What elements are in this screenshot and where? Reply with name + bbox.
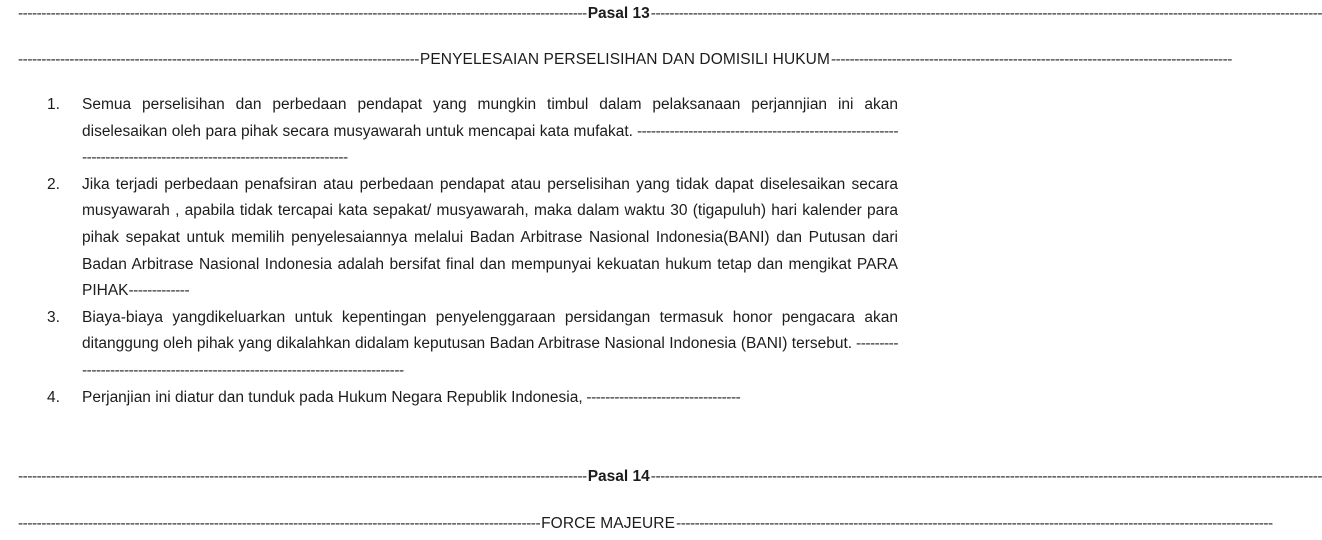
pasal-13-subheading-line: [18, 49, 1232, 71]
dash-fill: ----------------------------------------------------------------------------------------------------------------: [18, 515, 541, 532]
clause-text: Jika terjadi perbedaan penafsiran atau perbedaan pendapat atau perselisihan yang tidak dapat diselesaikan secara musyawarah , apabila tidak tercapai kata sepakat/ musyawarah, maka dalam waktu 30 (tigapuluh) hari kalender para pihak sepakat untuk memilih penyelesaiannya melalui Badan Arbitrase Nasional Indonesia(BANI) dan Putusan dari Badan Arbitrase Nasional Indonesia adalah bersifat final dan mempunyai kekuatan hukum tetap dan mengikat PARA PIHAK: [82, 175, 898, 300]
clause-text: Semua perselisihan dan perbedaan pendapat yang mungkin timbul dalam pelaksanaan perjannjian ini akan diselesaikan oleh para pihak secara musyawarah untuk mencapai kata mufakat.: [82, 96, 898, 140]
clause-trailing-dashes: -------------: [128, 282, 190, 300]
clause-list: [0, 92, 900, 411]
pasal-14-subheading: FORCE MAJEURE: [541, 515, 676, 532]
clause-item: [0, 385, 900, 412]
clause-trailing-dashes: ---------------------------------: [582, 388, 741, 406]
clause-number: 3.: [47, 308, 60, 326]
dash-fill: --------------------------------------------------------------------------------------------------------------------------------: [676, 515, 1273, 532]
dash-fill: ------------------------------------------------------------------------------------------------------------------------------------------------: [650, 5, 1322, 22]
pasal-13-subheading: PENYELESAIAN PERSELISIHAN DAN DOMISILI HUKUM: [419, 51, 830, 68]
pasal-13-heading-line: [18, 3, 1322, 25]
dash-fill: ------------------------------------------------------------------------------------------------------------------------------------------------: [650, 468, 1322, 485]
pasal-13-heading: Pasal 13: [587, 5, 650, 22]
clause-number: 4.: [47, 388, 60, 406]
dash-fill: --------------------------------------------------------------------------------------------------------------------------: [18, 468, 587, 485]
pasal-14-heading-line: [18, 466, 1322, 488]
clause-text: Biaya-biaya yangdikeluarkan untuk kepentingan penyelenggaraan persidangan termasuk honor pengacara akan ditanggung oleh pihak yang dikalahkan didalam keputusan Badan Arbitrase Nasional Indonesia (BANI) tersebut.: [82, 308, 898, 353]
clause-item: [0, 172, 900, 305]
clause-item: [0, 92, 900, 172]
clause-trailing-dashes: -----------------------------------------------------------------------------------------------------------------: [82, 122, 899, 167]
clause-number: 1.: [47, 96, 60, 113]
dash-fill: --------------------------------------------------------------------------------------: [18, 51, 419, 68]
pasal-14-subheading-line: [18, 513, 1273, 535]
dash-fill: --------------------------------------------------------------------------------------: [831, 51, 1232, 68]
pasal-14-heading: Pasal 14: [587, 468, 650, 485]
clause-item: [0, 305, 900, 385]
clause-text: Perjanjian ini diatur dan tunduk pada Hukum Negara Republik Indonesia,: [82, 388, 583, 406]
dash-fill: --------------------------------------------------------------------------------------------------------------------------: [18, 5, 587, 22]
clause-number: 2.: [47, 175, 60, 193]
clause-trailing-dashes: ------------------------------------------------------------------------------: [82, 335, 898, 379]
